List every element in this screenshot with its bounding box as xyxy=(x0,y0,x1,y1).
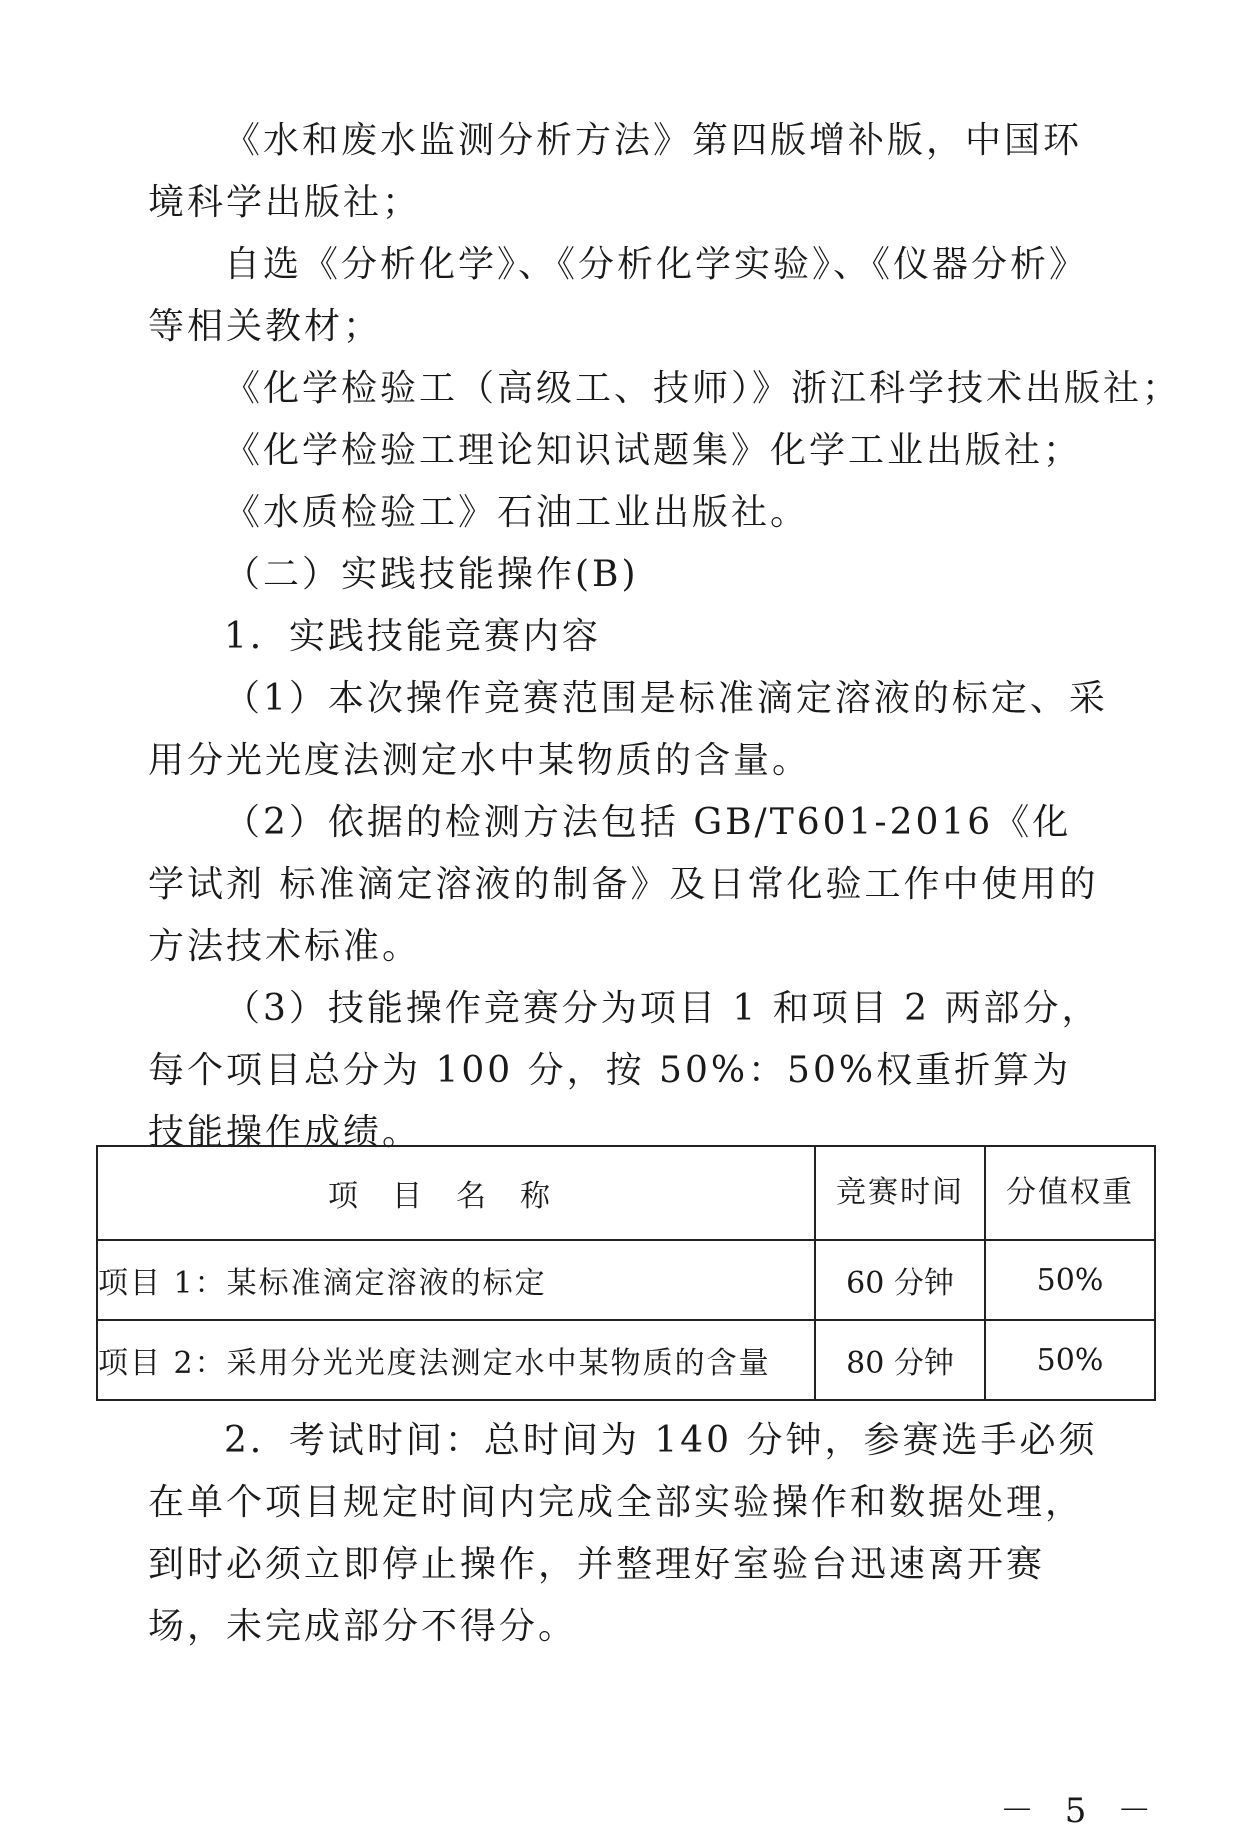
reference-theory-question-set: 《化学检验工理论知识试题集》化学工业出版社； xyxy=(224,430,1083,471)
table-header-row xyxy=(97,1146,1155,1240)
header-project-name: 项目名称 xyxy=(97,1146,815,1240)
reference-water-monitoring: 《水和废水监测分析方法》第四版增补版，中国环境科学出版社； xyxy=(148,120,1083,223)
header-score-weight: 分值权重 xyxy=(985,1146,1155,1240)
point-3-scoring: （3）技能操作竞赛分为项目 1 和项目 2 两部分，每个项目总分为 100 分，按 50%：50%权重折算为技能操作成绩。 xyxy=(148,988,1101,1153)
reference-water-quality-inspector: 《水质检验工》石油工业出版社。 xyxy=(224,492,810,533)
section-heading-practical-skills: （二）实践技能操作(B) xyxy=(224,554,639,595)
reference-chemical-inspector: 《化学检验工（高级工、技师）》浙江科学技术出版社； xyxy=(224,368,1182,409)
practical-content-heading: 1．实践技能竞赛内容 xyxy=(224,616,601,657)
point-1-scope: （1）本次操作竞赛范围是标准滴定溶液的标定、采用分光光度法测定水中某物质的含量。 xyxy=(148,678,1108,781)
row-1-name: 项目 1：某标准滴定溶液的标定 xyxy=(97,1240,815,1320)
table-row xyxy=(97,1320,1155,1400)
reference-analytical-textbooks: 自选《分析化学》、《分析化学实验》、《仪器分析》等相关教材； xyxy=(148,244,1089,347)
row-1-weight: 50% xyxy=(985,1240,1155,1320)
row-2-time: 80 分钟 xyxy=(815,1320,985,1400)
exam-time-paragraph: 2．考试时间：总时间为 140 分钟，参赛选手必须在单个项目规定时间内完成全部实验操作和数据处理，到时必须立即停止操作，并整理好室验台迅速离开赛场，未完成部分不得分。 xyxy=(148,1420,1098,1647)
row-2-name: 项目 2：采用分光光度法测定水中某物质的含量 xyxy=(97,1320,815,1400)
project-table xyxy=(96,1145,1156,1401)
point-2-methods: （2）依据的检测方法包括 GB/T601-2016《化学试剂 标准滴定溶液的制备》及日常化验工作中使用的方法技术标准。 xyxy=(148,802,1099,967)
row-1-time: 60 分钟 xyxy=(815,1240,985,1320)
header-competition-time: 竞赛时间 xyxy=(815,1146,985,1240)
table-row xyxy=(97,1240,1155,1320)
row-2-weight: 50% xyxy=(985,1320,1155,1400)
page-number: － 5 － xyxy=(1000,1791,1162,1831)
